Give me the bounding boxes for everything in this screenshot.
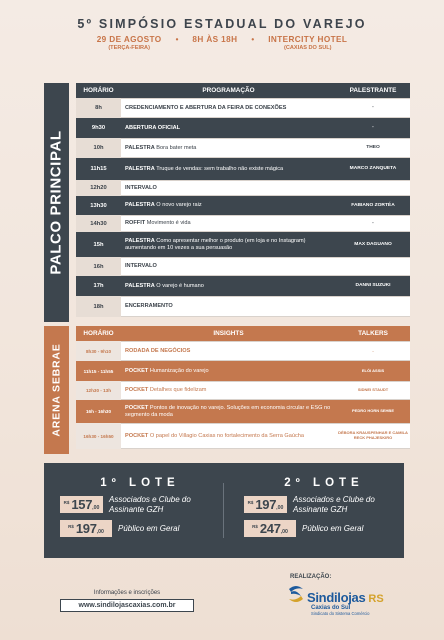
price-row bbox=[60, 520, 220, 537]
logo-rs: RS bbox=[368, 593, 384, 605]
row-program-content bbox=[125, 145, 196, 152]
row-program-desc: Movimento é vida bbox=[146, 220, 191, 226]
row-time: 14h30 bbox=[76, 215, 121, 232]
row-program-desc: O novo varejo raiz bbox=[156, 202, 202, 208]
row-time: 12h30 - 13h bbox=[76, 381, 121, 400]
price-value: 197 bbox=[75, 521, 97, 537]
row-program-content bbox=[125, 303, 173, 310]
row-time: 10h bbox=[76, 138, 121, 158]
row-program bbox=[121, 138, 336, 158]
currency: R$ bbox=[63, 500, 70, 506]
row-speaker: FABIANO ZORTÉA bbox=[351, 202, 395, 208]
row-program bbox=[121, 215, 336, 232]
row-program-content bbox=[125, 263, 157, 270]
separator-dot: • bbox=[175, 35, 179, 44]
row-time: 12h20 bbox=[76, 180, 121, 196]
row-program-title: PALESTRA bbox=[125, 144, 155, 151]
price-cents: ,00 bbox=[280, 529, 288, 536]
sindilojas-logo bbox=[285, 583, 405, 623]
table-row bbox=[76, 423, 410, 449]
price-cents: ,00 bbox=[96, 529, 104, 536]
row-program-desc: Humanização do varejo bbox=[149, 367, 209, 374]
sebrae-rows bbox=[76, 341, 410, 449]
row-program-desc: Truque de vendas: sem trabalho não existe mágica bbox=[156, 165, 284, 172]
row-time: 9h30 bbox=[91, 125, 106, 131]
row-program-content bbox=[125, 283, 204, 289]
row-speaker: DÉBORA KRAUSPENHAR E CAMILA RECK PHAJESKIRO bbox=[336, 423, 410, 449]
col-palestrante: PALESTRANTE bbox=[349, 87, 397, 94]
row-program-title: ROFFIT bbox=[125, 220, 146, 226]
row-speaker: PEDRO HORN SEHBE bbox=[351, 408, 394, 414]
price-tag bbox=[244, 496, 287, 513]
row-program bbox=[121, 180, 336, 196]
date-text: 29 DE AGOSTO bbox=[96, 35, 162, 44]
palco-side-label bbox=[44, 83, 69, 322]
row-program-content bbox=[125, 387, 206, 394]
row-speaker: SIDNEI STAUDT bbox=[336, 381, 410, 400]
time-text: 8H ÀS 18H bbox=[192, 35, 238, 44]
row-program-content bbox=[125, 185, 157, 192]
price-description: Associados e Clube do Assinante GZH bbox=[109, 495, 191, 514]
row-program-title: ENCERRAMENTO bbox=[125, 303, 173, 309]
lote-title: 2º LOTE bbox=[284, 477, 364, 489]
col-horario: HORÁRIO bbox=[83, 330, 114, 337]
price-row bbox=[244, 495, 404, 514]
palco-table-header bbox=[76, 83, 410, 98]
row-program bbox=[121, 257, 336, 276]
row-program bbox=[121, 125, 336, 132]
row-time: 16h30 - 16h50 bbox=[76, 423, 121, 449]
price-description: Associados e Clube do Assinante GZH bbox=[293, 495, 375, 514]
table-row bbox=[76, 180, 410, 196]
table-row bbox=[76, 341, 410, 361]
row-time: 8h bbox=[76, 98, 121, 118]
table-row bbox=[76, 381, 410, 400]
row-time: 17h bbox=[93, 283, 104, 289]
row-speaker: THEO bbox=[336, 138, 410, 158]
row-program bbox=[121, 381, 336, 400]
row-program-title: PALESTRA bbox=[125, 237, 155, 244]
row-speaker: - bbox=[372, 125, 374, 131]
row-program-title: PALESTRA bbox=[125, 165, 155, 172]
row-program-title: POCKET bbox=[125, 432, 149, 439]
event-date bbox=[97, 35, 162, 51]
price-value: 197 bbox=[255, 497, 277, 513]
row-speaker: MARCO ZANQUETA bbox=[349, 166, 397, 172]
sebrae-side-label bbox=[44, 326, 69, 454]
row-program-title: RODADA DE NEGÓCIOS bbox=[125, 347, 191, 354]
row-program bbox=[121, 423, 336, 449]
row-program-content bbox=[125, 368, 209, 374]
table-row bbox=[76, 196, 410, 215]
row-program-title: POCKET bbox=[125, 387, 149, 393]
event-time bbox=[192, 35, 237, 51]
table-row bbox=[76, 296, 410, 317]
row-speaker: - bbox=[336, 341, 410, 361]
row-program-desc: O varejo é humano bbox=[156, 282, 204, 289]
logo-city: Caxias do Sul bbox=[311, 605, 351, 611]
row-program bbox=[121, 368, 336, 375]
event-title: 5º SIMPÓSIO ESTADUAL DO VAREJO bbox=[77, 17, 367, 31]
row-time: 16h - 16h30 bbox=[85, 409, 112, 414]
event-header bbox=[0, 0, 444, 51]
row-program-title: INTERVALO bbox=[125, 263, 157, 269]
row-program-desc: Bora bater meta bbox=[156, 144, 197, 151]
realizacao-label: REALIZAÇÃO: bbox=[290, 574, 332, 580]
price-tag bbox=[60, 520, 112, 537]
logo-name: Sindilojas bbox=[307, 590, 366, 605]
row-program-title: POCKET bbox=[125, 404, 149, 411]
table-row bbox=[76, 138, 410, 158]
row-program-title: POCKET bbox=[125, 367, 149, 374]
lote-title: 1º LOTE bbox=[100, 477, 180, 489]
row-program-content bbox=[125, 105, 286, 112]
col-horario: HORÁRIO bbox=[83, 87, 114, 94]
weekday-text: (TERÇA-FEIRA) bbox=[108, 45, 150, 51]
row-program-title: CREDENCIAMENTO E ABERTURA DA FEIRA DE CONEXÕES bbox=[125, 104, 287, 111]
logo-top bbox=[285, 583, 405, 605]
row-speaker bbox=[336, 257, 410, 276]
row-program bbox=[121, 98, 336, 118]
row-time: 16h bbox=[76, 257, 121, 276]
row-program-content bbox=[125, 125, 180, 131]
table-row bbox=[76, 98, 410, 118]
row-program-title: ABERTURA OFICIAL bbox=[125, 124, 181, 131]
website-link[interactable]: www.sindilojascaxias.com.br bbox=[60, 599, 194, 612]
row-program bbox=[121, 166, 336, 173]
row-program-title: PALESTRA bbox=[125, 202, 155, 208]
palco-label-text: PALCO PRINCIPAL bbox=[48, 130, 65, 275]
palco-principal-section bbox=[44, 83, 410, 322]
price-row bbox=[244, 520, 404, 537]
table-row bbox=[76, 257, 410, 276]
row-program bbox=[121, 202, 336, 209]
row-program bbox=[121, 296, 336, 317]
row-program-content bbox=[125, 166, 283, 172]
table-row bbox=[76, 158, 410, 180]
sebrae-table bbox=[76, 326, 410, 449]
row-time: 11h15 bbox=[90, 166, 107, 172]
row-time: 11h15 - 11h55 bbox=[83, 368, 114, 374]
palco-table bbox=[76, 83, 410, 317]
arena-sebrae-section bbox=[44, 326, 410, 454]
sebrae-label-text: ARENA SEBRAE bbox=[50, 343, 63, 437]
sindilojas-logo-icon bbox=[285, 583, 307, 605]
row-speaker: ELÓI ASSIS bbox=[361, 367, 385, 373]
row-program-desc: Detalhes que fidelizam bbox=[149, 387, 207, 393]
table-row bbox=[76, 400, 410, 423]
row-program-desc: Como apresentar melhor o produto (em loja e no Instagram) aumentando em 10 vezes a sua persuasão bbox=[125, 237, 306, 251]
row-program bbox=[121, 238, 336, 252]
row-speaker: MAX DAGUANO bbox=[354, 241, 392, 247]
palco-rows bbox=[76, 98, 410, 317]
row-program-content bbox=[125, 348, 190, 355]
row-speaker: - bbox=[336, 98, 410, 118]
table-row bbox=[76, 215, 410, 232]
logo-tagline: Sindicato do Sistema Comércio bbox=[311, 611, 370, 616]
row-time: 15h bbox=[93, 241, 104, 248]
row-time: 13h30 bbox=[90, 202, 107, 209]
row-program bbox=[121, 405, 336, 419]
price-value: 157 bbox=[71, 497, 93, 513]
row-program-content bbox=[125, 433, 304, 440]
pricing-panel bbox=[44, 463, 404, 558]
lote-1 bbox=[60, 463, 220, 537]
city-text: (CAXIAS DO SUL) bbox=[283, 45, 332, 51]
price-tag bbox=[60, 496, 103, 513]
price-value: 247 bbox=[259, 521, 281, 537]
info-label: Informações e inscrições bbox=[93, 590, 161, 596]
row-program-content bbox=[125, 202, 202, 208]
price-cents: ,00 bbox=[92, 505, 100, 512]
row-time: 18h bbox=[76, 296, 121, 317]
event-venue bbox=[268, 35, 347, 51]
col-insights: INSIGHTS bbox=[213, 330, 244, 337]
row-program-desc: Pontos de inovação no varejo. Soluções em economia circular e ESG no segmento da moda bbox=[125, 404, 331, 418]
table-row bbox=[76, 276, 410, 296]
row-program-content bbox=[125, 405, 330, 418]
price-description: Público em Geral bbox=[302, 523, 364, 533]
row-program-title: INTERVALO bbox=[125, 184, 157, 191]
row-speaker bbox=[336, 180, 410, 196]
row-program bbox=[121, 283, 336, 290]
row-time: 8h30 - 9h10 bbox=[76, 341, 121, 361]
price-tag bbox=[244, 520, 296, 537]
row-speaker: DANNI SUZUKI bbox=[355, 283, 391, 289]
table-row bbox=[76, 361, 410, 381]
row-program-desc: O papel do Villagio Caxias no fortalecimento da Serra Gaúcha bbox=[149, 432, 305, 439]
registration-info bbox=[60, 590, 194, 612]
event-info bbox=[0, 35, 444, 51]
sebrae-table-header bbox=[76, 326, 410, 341]
price-description: Público em Geral bbox=[118, 523, 180, 533]
venue-text: INTERCITY HOTEL bbox=[268, 35, 348, 44]
separator-dot: • bbox=[251, 35, 255, 44]
price-row bbox=[60, 495, 220, 514]
row-program-content bbox=[125, 238, 306, 251]
row-speaker: - bbox=[336, 215, 410, 232]
row-program-title: PALESTRA bbox=[125, 282, 155, 289]
col-talkers: TALKERS bbox=[358, 330, 388, 337]
table-row bbox=[76, 118, 410, 138]
row-speaker bbox=[336, 296, 410, 317]
currency: R$ bbox=[68, 524, 74, 530]
lote-divider bbox=[223, 483, 224, 538]
price-cents: ,00 bbox=[276, 505, 284, 512]
row-program bbox=[121, 341, 336, 361]
table-row bbox=[76, 232, 410, 257]
currency: R$ bbox=[247, 500, 254, 506]
lote-2 bbox=[244, 463, 404, 537]
currency: R$ bbox=[252, 524, 258, 530]
row-program-content bbox=[125, 220, 191, 227]
col-programacao: PROGRAMAÇÃO bbox=[202, 87, 255, 94]
